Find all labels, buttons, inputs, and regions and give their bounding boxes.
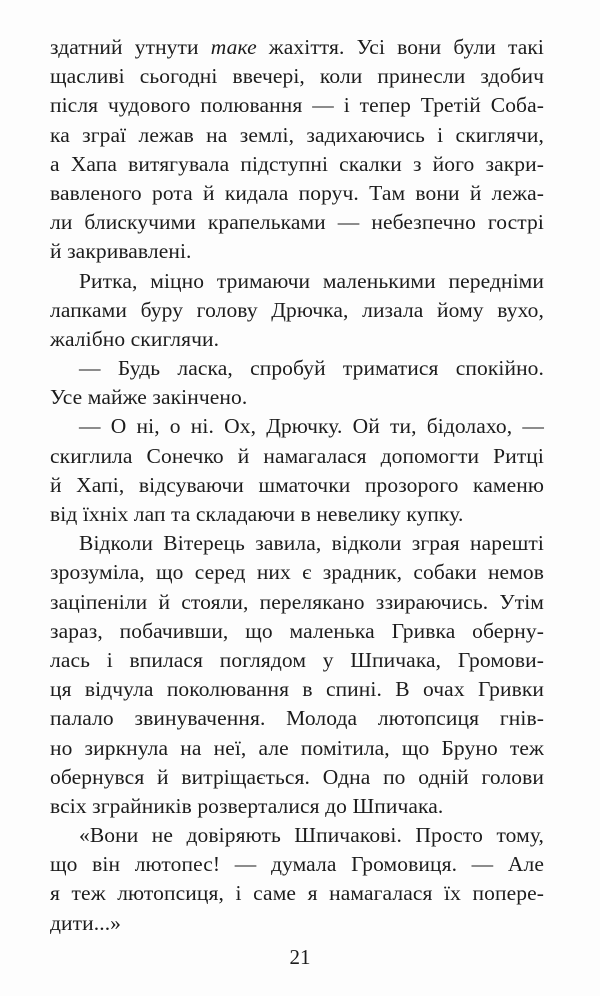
text-line [50, 879, 544, 908]
text-line [50, 33, 544, 62]
text-line [50, 617, 544, 646]
text-segment: заціпеніли й стояли, перелякано ззираючись. Утім [50, 589, 544, 614]
text-line [50, 675, 544, 704]
text-segment: ця відчула поколювання в спині. В очах Гривки [50, 677, 544, 702]
paragraph [50, 354, 544, 412]
text-segment: палало звинувачення. Молода лютопсиця гнів- [50, 706, 544, 731]
text-segment: й закривавлені. [50, 239, 192, 264]
text-line [50, 179, 544, 208]
text-line [50, 325, 544, 354]
text-line [50, 296, 544, 325]
text-line [50, 792, 544, 821]
text-line [50, 267, 544, 296]
text-line [50, 821, 544, 850]
text-segment: ли блискучими крапельками — небезпечно гострі [50, 210, 544, 235]
text-line [50, 588, 544, 617]
paragraph [50, 412, 544, 529]
text-line [50, 763, 544, 792]
text-segment: а Хапа витягувала підступні скалки з його закри- [50, 151, 544, 176]
text-segment: всіх зграйників розверталися до Шпичака. [50, 793, 444, 818]
text-segment: здатний утнути [50, 35, 211, 59]
text-segment: зараз, побачивши, що маленька Гривка оберну- [50, 618, 544, 643]
text-segment: «Вони не довіряють Шпичакові. Просто тому, [79, 823, 544, 848]
paragraph [50, 821, 544, 938]
text-line [50, 150, 544, 179]
text-line [50, 734, 544, 763]
text-line [50, 704, 544, 733]
text-line [50, 909, 544, 938]
text-line [50, 237, 544, 266]
text-segment: й Хапі, відсуваючи шматочки прозорого каменю [50, 472, 544, 497]
text-segment: скиглила Сонечко й намагалася допомогти Ритці [50, 443, 544, 468]
text-segment: лась і впилася поглядом у Шпичака, Громови- [50, 647, 544, 672]
text-line [50, 558, 544, 587]
text-line [50, 383, 544, 412]
text-line [50, 412, 544, 441]
text-segment: Ритка, міцно тримаючи маленькими передніми [79, 268, 544, 293]
text-segment: я теж лютопсиця, і саме я намагалася їх попере- [50, 881, 544, 906]
text-segment: жахіття. Усі вони були такі [256, 35, 544, 59]
text-segment: зрозуміла, що серед них є зрадник, собаки немов [50, 560, 544, 585]
text-line [50, 500, 544, 529]
text-line [50, 91, 544, 120]
text-line [50, 354, 544, 383]
page-number: 21 [289, 945, 311, 969]
text-segment: но зиркнула на неї, але помітила, що Бруно теж [50, 735, 544, 760]
text-line [50, 646, 544, 675]
text-line [50, 62, 544, 91]
text-segment: ка зграї лежав на землі, задихаючись і скиглячи, [50, 122, 544, 147]
text-segment: щасливі сьогодні ввечері, коли принесли здобич [50, 64, 544, 89]
text-segment: — О ні, о ні. Ох, Дрючку. Ой ти, бідолахо, — [79, 414, 544, 439]
text-line [50, 529, 544, 558]
text-segment: — Будь ласка, спробуй триматися спокійно. [79, 356, 544, 381]
paragraph [50, 529, 544, 821]
paragraph [50, 267, 544, 355]
text-segment: вавленого рота й кидала поруч. Там вони й лежа- [50, 180, 544, 205]
text-segment: дити...» [50, 910, 122, 935]
text-segment: після чудового полювання — і тепер Третій Соба- [50, 93, 544, 118]
text-segment: лапками буру голову Дрючка, лизала йому вухо, [50, 297, 544, 322]
emphasized-text: таке [210, 35, 257, 59]
text-segment: що він лютопес! — думала Громовиця. — Але [50, 852, 544, 877]
text-segment: Усе майже закінчено. [50, 385, 248, 410]
text-line [50, 121, 544, 150]
text-segment: Відколи Вітерець завила, відколи зграя нарешті [79, 531, 544, 556]
text-segment: від їхніх лап та складаючи в невелику купку. [50, 502, 464, 526]
text-line [50, 208, 544, 237]
text-segment: жалібно скиглячи. [50, 326, 220, 351]
paragraph [50, 33, 544, 267]
page-body-text [50, 33, 544, 938]
text-segment: обернувся й витріщається. Одна по одній голови [50, 764, 544, 789]
text-line [50, 442, 544, 471]
text-line [50, 471, 544, 500]
text-line [50, 850, 544, 879]
